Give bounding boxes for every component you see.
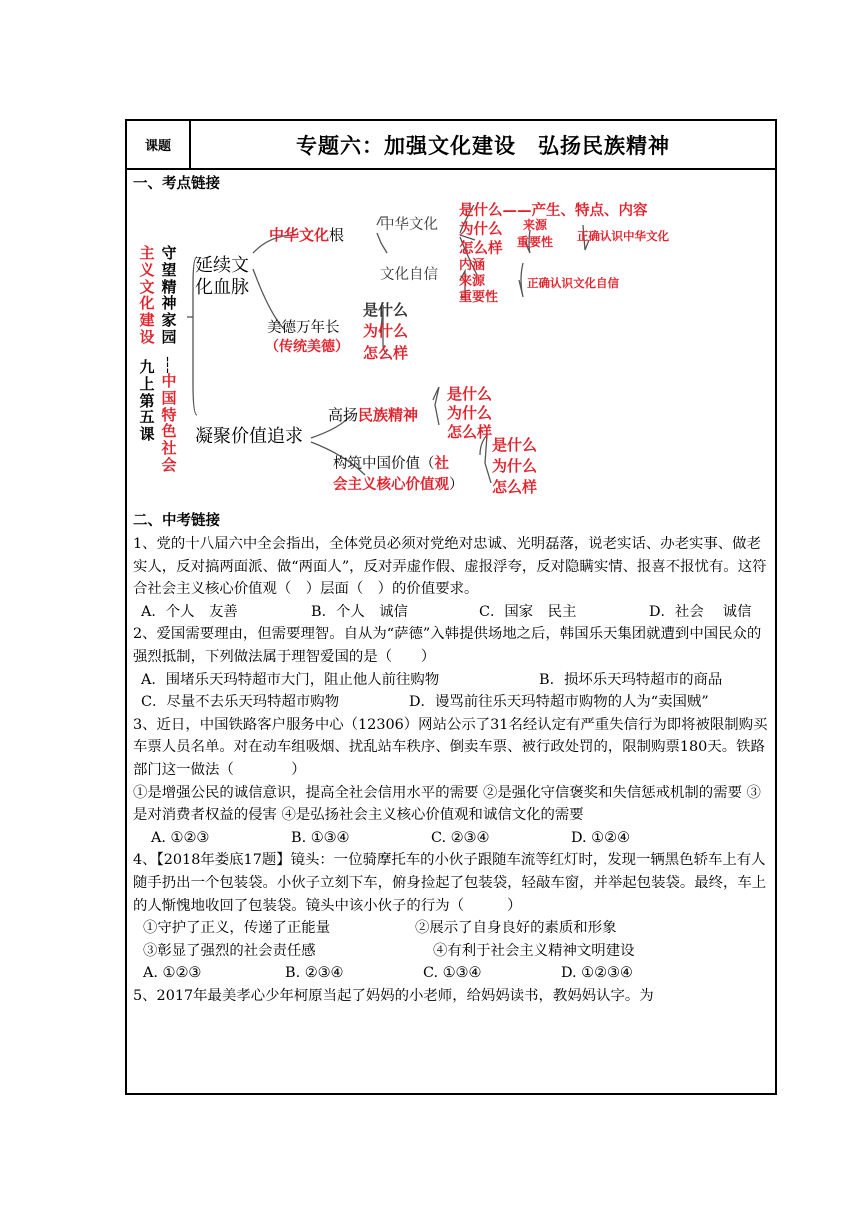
question-3-options [133, 827, 771, 850]
virtue-how: 怎么样 [363, 344, 409, 362]
confidence-importance: 重要性 [459, 290, 499, 305]
spirit-how: 怎么样 [447, 423, 493, 441]
q4-statement-3: ③彰显了强烈的社会责任感 [143, 942, 316, 959]
q2-option-c: C．尽量不去乐天玛特超市购物 [141, 694, 340, 711]
confidence-source: 来源 [459, 274, 486, 289]
question-1-stem: 1、党的十八届六中全会指出，全体党员必须对党绝对忠诚、光明磊落，说老实话、办老实事、做老实人，反对搞两面派、做“两面人”，反对弄虚作假、虚报浮夸，反对隐瞒实情、报喜不报忧有。这符合社会主义核心价值观（ ）层面（ ）的价值要求。 [133, 536, 767, 598]
zhonghua-note: 正确认识中华文化 [577, 229, 669, 243]
values-how: 怎么样 [492, 478, 538, 496]
values-what: 是什么 [492, 436, 538, 454]
subject-label: 课题 [127, 121, 191, 168]
confidence-note: 正确认识文化自信 [527, 276, 619, 290]
q4-statement-2: ②展示了自身良好的素质和形象 [415, 920, 617, 937]
question-4-statements-row1 [133, 917, 771, 940]
q1-option-a: A．个人 友善 [141, 603, 238, 620]
question-1-options [133, 601, 771, 624]
root-line-guard: 守望精神家园 [161, 244, 177, 346]
spirit-what: 是什么 [447, 385, 493, 403]
question-2-options-row2 [133, 691, 771, 714]
branch-value-pursuit: 凝聚价值追求 [195, 426, 303, 447]
node-chinese-culture: 中华文化根 [269, 226, 345, 244]
q2-option-a: A．围堵乐天玛特超市大门，阻止他人前往购物 [141, 671, 440, 688]
zhonghua-what: 是什么——产生、特点、内容 [459, 203, 648, 219]
root-dash: ┆ [163, 356, 173, 374]
q1-option-b: B．个人 诚信 [311, 603, 408, 620]
zhonghua-source: 来源 [523, 218, 548, 232]
lesson-plan-table [125, 119, 777, 1095]
page-title: 专题六：加强文化建设 弘扬民族精神 [296, 133, 670, 158]
table-header-row [127, 121, 775, 170]
virtue-what: 是什么 [363, 301, 409, 319]
question-4-stem: 4、【2018年娄底17题】镜头：一位骑摩托车的小伙子跟随车流等红灯时，发现一辆黑色轿车上有人随手扔出一个包装袋。小伙子立刻下车，俯身捡起了包装袋，轻敲车窗，并举起包装袋。最终，车上的人惭愧地收回了包装袋。镜头中该小伙子的行为（ ） [133, 852, 767, 914]
q3-option-d: D. ①②④ [571, 829, 630, 846]
branch-culture-lineage: 延续文化血脉 [195, 255, 249, 298]
q4-option-c: C. ①③④ [423, 965, 482, 982]
node-confidence: 文化自信 [380, 267, 438, 283]
mind-map [135, 205, 695, 510]
root-line-lesson: 九上第五课 [139, 358, 155, 444]
confidence-connotation: 内涵 [459, 258, 486, 273]
jiazhi-brace [480, 435, 491, 483]
root-line-socialism: 主义文化建设 [139, 244, 155, 346]
section-heading-exam: 二、中考链接 [133, 513, 220, 529]
node-national-spirit: 高扬民族精神 [328, 406, 419, 424]
q2-option-b: B．损坏乐天玛特超市的商品 [539, 671, 723, 688]
node-virtue: 美德万年长 [267, 320, 340, 336]
q4-option-b: B. ②③④ [285, 965, 344, 982]
question-3-statements: ①是增强公民的诚信意识，提高全社会信用水平的需要 ②是强化守信褒奖和失信惩戒机制的需要 ③是对消费者权益的侵害 ④是弘扬社会主义核心价值观和诚信文化的需要 [133, 784, 761, 824]
question-5-stem: 5、2017年最美孝心少年柯原当起了妈妈的小老师，给妈妈读书，教妈妈认字。为 [133, 987, 654, 1004]
spirit-why: 为什么 [447, 404, 493, 422]
question-3-stem: 3、近日，中国铁路客户服务中心（12306）网站公示了31名经认定有严重失信行为即将被限制购买车票人员名单。对在动车组吸烟、扰乱站车秩序、倒卖车票、被行政处罚的，限制购票180天。铁路部门这一做法（ ） [133, 716, 768, 778]
exam-questions [133, 533, 771, 1007]
node-virtue-sub: （传统美德） [265, 339, 349, 355]
question-4-statements-row2 [133, 940, 771, 963]
question-2-options-row1 [133, 669, 771, 692]
q3-option-c: C. ②③④ [431, 829, 490, 846]
q1-option-d: D．社会 诚信 [649, 603, 752, 620]
zhonghua-importance: 重要性 [517, 235, 554, 249]
q4-option-a: A. ①②③ [143, 965, 202, 982]
node-zhonghua: 中华文化 [380, 217, 438, 233]
q1-option-c: C．国家 民主 [479, 603, 577, 620]
node-chinese-values-l2: 会主义核心价值观） [333, 477, 464, 493]
q4-statement-1: ①守护了正义，传递了正能量 [143, 920, 331, 937]
minzu-brace [433, 387, 439, 425]
zhonghua-why: 为什么 [459, 222, 503, 238]
section-heading-knowledge: 一、考点链接 [133, 176, 220, 192]
virtue-why: 为什么 [363, 322, 409, 340]
root-line-china: 中国特色社会 [161, 372, 177, 474]
node-chinese-values-l1: 构筑中国价值（社 [333, 456, 449, 472]
q3-option-b: B. ①③④ [291, 829, 350, 846]
question-2-stem: 2、爱国需要理由，但需要理智。自从为“萨德”入韩提供场地之后，韩国乐天集团就遭到中国民众的强烈抵制，下列做法属于理智爱国的是（ ） [133, 626, 762, 665]
q3-option-a: A. ①②③ [151, 829, 210, 846]
q2-option-d: D．谩骂前往乐天玛特超市购物的人为“卖国贼” [409, 694, 709, 711]
q4-statement-4: ④有利于社会主义精神文明建设 [433, 942, 635, 959]
question-4-options [133, 962, 771, 985]
values-why: 为什么 [492, 457, 538, 475]
zhonghua-how: 怎么样 [459, 241, 503, 257]
q4-option-d: D. ①②③④ [561, 965, 633, 982]
